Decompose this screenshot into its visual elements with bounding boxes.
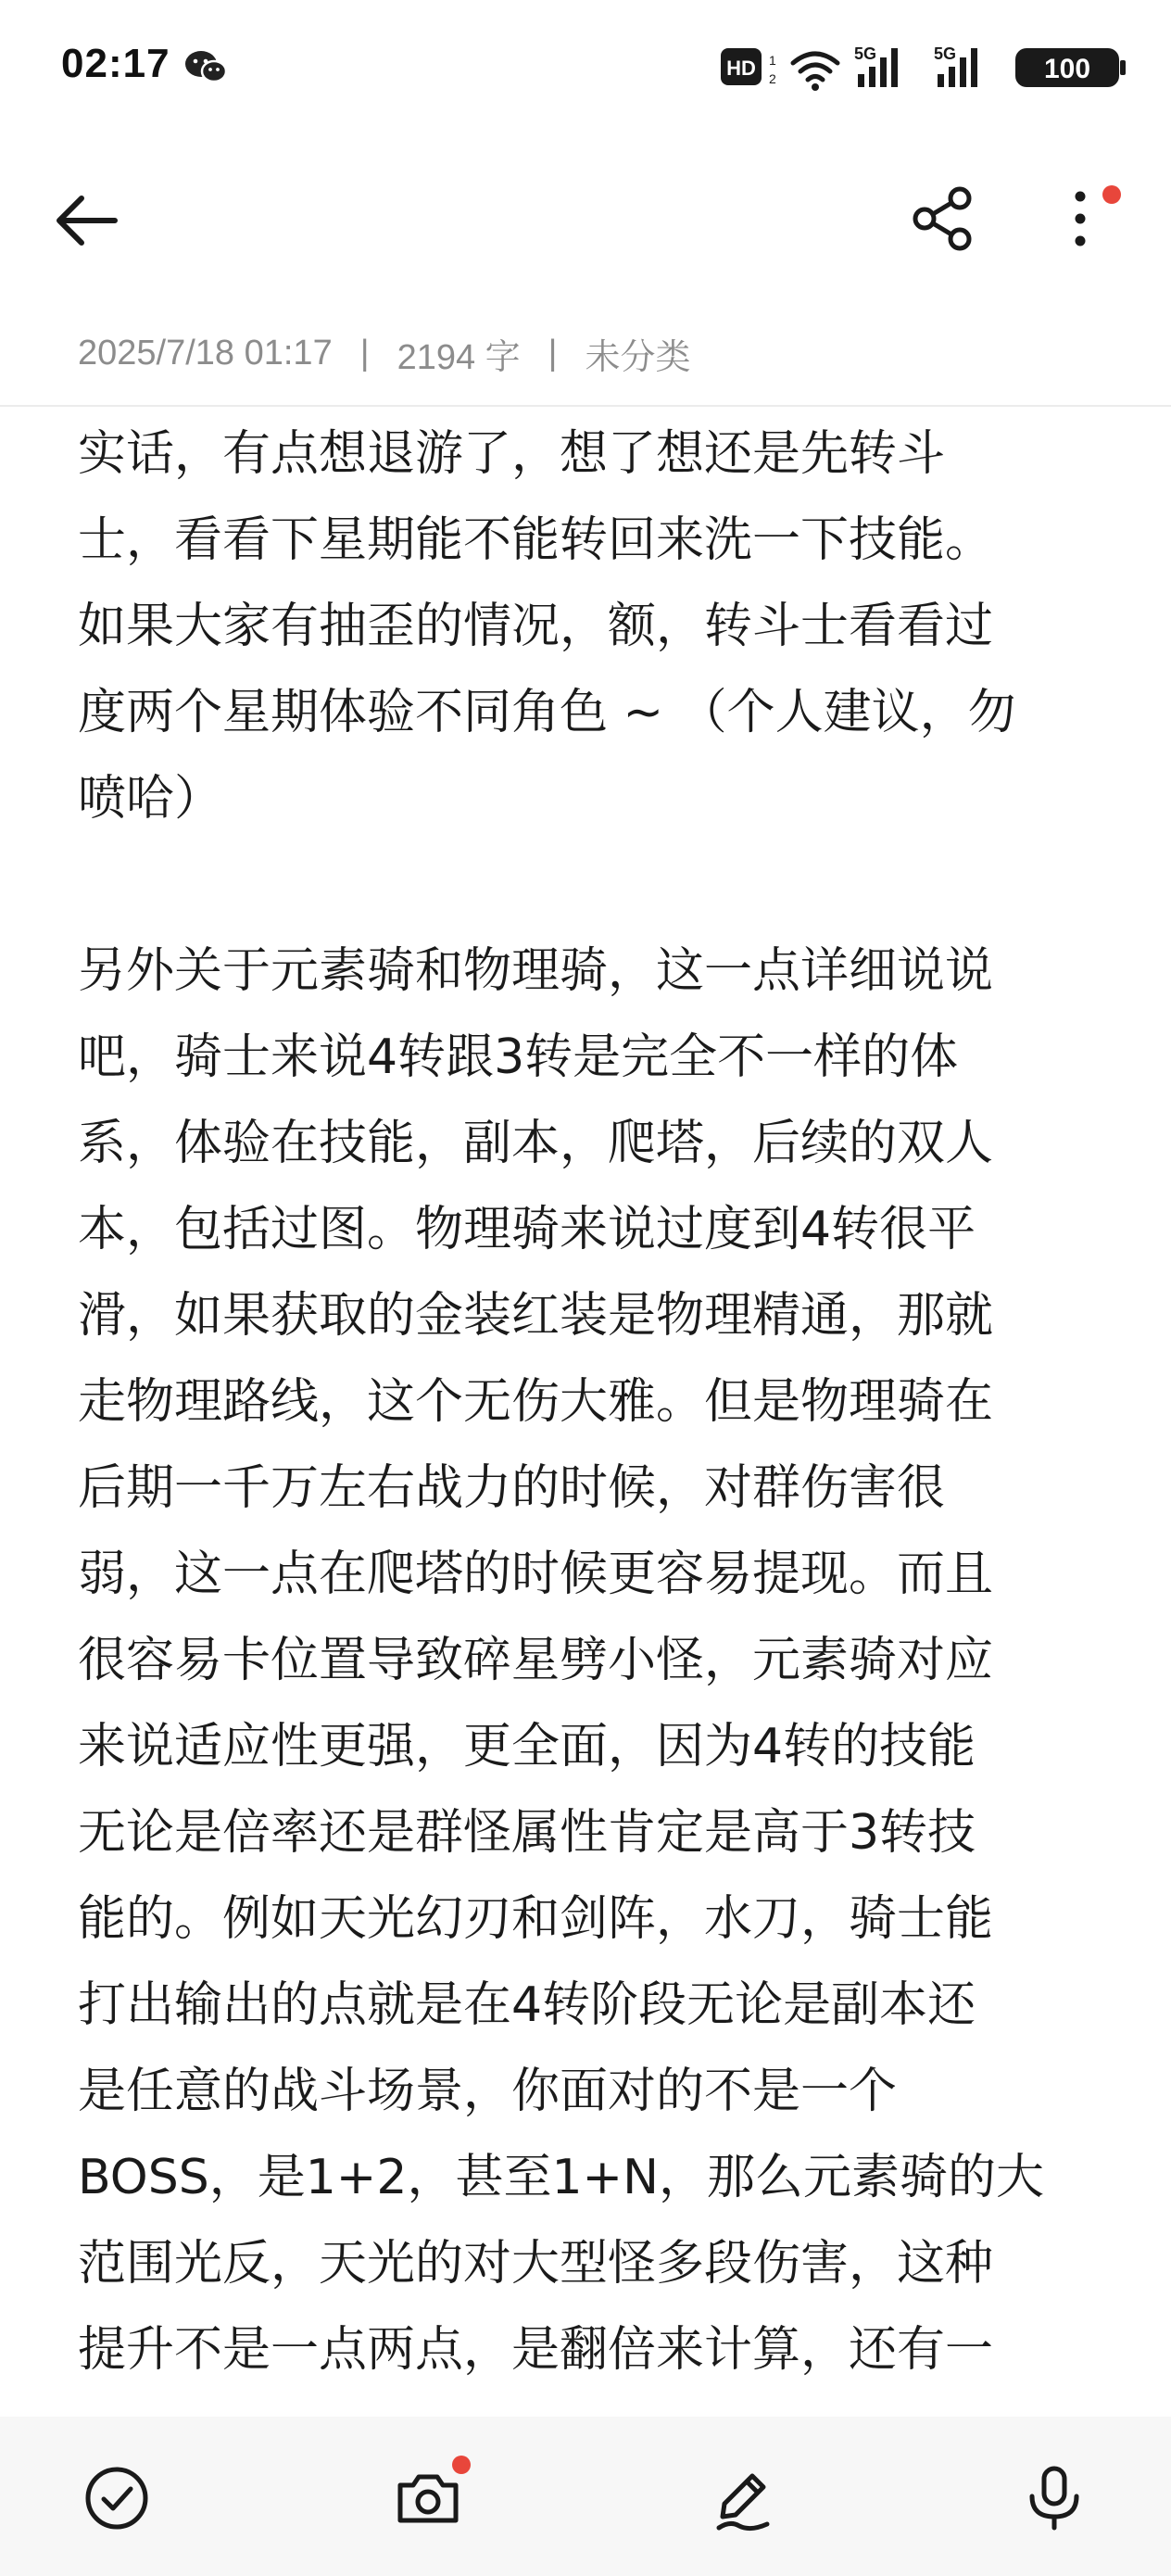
text-line: 后期一千万左右战力的时候，对群伤害很 [78,1460,946,1516]
check-circle-icon [80,2461,154,2535]
bottom-toolbar [0,2417,1171,2576]
wifi-icon [793,54,837,91]
text-line: 范围光反，天光的对大型怪多段伤害，这种 [78,2236,994,2292]
text-line: 系，体验在技能，副本，爬塔，后续的双人 [78,1116,994,1171]
text-line: BOSS，是1+2，甚至1+N，那么元素骑的大 [78,2150,1044,2205]
text-line: 来说适应性更强，更全面，因为4转的技能 [78,1719,976,1774]
notification-dot [1102,185,1121,204]
paragraph-1 [78,411,1106,842]
share-icon [904,180,982,258]
signal-5g-icon-2 [934,44,977,87]
meta-separator: | [548,334,558,373]
voice-input-button[interactable] [1017,2461,1091,2535]
top-nav [0,167,1171,269]
text-line: 提升不是一点两点，是翻倍来计算，还有一 [78,2322,994,2378]
text-line: 很容易卡位置导致碎星劈小怪，元素骑对应 [78,1633,994,1688]
battery-level: 100 [1043,54,1091,84]
text-line: 弱，这一点在爬塔的时候更容易提现。而且 [78,1547,994,1602]
text-line: 是任意的战斗场景，你面对的不是一个 [78,2064,898,2119]
paragraph-2 [78,928,1106,2393]
back-arrow-icon [48,189,137,252]
back-button[interactable] [48,189,137,252]
note-content[interactable] [78,411,1106,2413]
battery-icon [1015,48,1126,87]
text-line: 实话，有点想退游了，想了想还是先转斗 [78,426,946,482]
svg-text:1: 1 [769,53,776,68]
signal-5g-icon-1 [854,44,898,87]
text-line: 打出输出的点就是在4转阶段无论是副本还 [78,1977,976,2033]
text-line: 无论是倍率还是群怪属性肯定是高于3转技 [78,1805,976,1861]
share-button[interactable] [904,180,982,258]
text-line: 滑，如果获取的金装红装是物理精通，那就 [78,1288,994,1344]
note-category[interactable]: 未分类 [585,338,691,377]
text-line: 如果大家有抽歪的情况，额，转斗士看看过 [78,599,994,654]
hd-icon [721,48,776,86]
meta-divider [0,405,1171,407]
signal-5g-label-1: 5G [854,44,877,63]
text-line: 走物理路线，这个无伤大雅。但是物理骑在 [78,1374,994,1430]
camera-button[interactable] [391,2461,465,2535]
draw-button[interactable] [706,2461,780,2535]
note-word-count: 2194 字 [397,338,521,377]
paragraph-gap [78,842,1106,928]
status-time: 02:17 [61,41,170,86]
pen-icon [706,2461,780,2535]
signal-5g-label-2: 5G [934,44,957,63]
hd-label: HD [726,57,756,80]
wechat-icon [183,48,228,85]
checklist-button[interactable] [80,2461,154,2535]
status-bar [0,0,1171,139]
text-line: 另外关于元素骑和物理骑，这一点详细说说 [78,943,994,999]
more-options-button[interactable] [1045,180,1115,258]
note-date: 2025/7/18 01:17 [78,334,333,373]
svg-text:2: 2 [769,71,776,86]
text-line: 吧，骑士来说4转跟3转是完全不一样的体 [78,1029,959,1085]
text-line: 喷哈） [78,771,223,827]
microphone-icon [1017,2461,1091,2535]
text-line: 能的。例如天光幻刃和剑阵，水刀，骑士能 [78,1891,994,1947]
camera-notification-dot [452,2456,471,2474]
meta-separator: | [359,334,370,373]
text-line: 度两个星期体验不同角色 ~ （个人建议，勿 [78,685,1016,740]
note-meta [78,328,691,379]
text-line: 士，看看下星期能不能转回来洗一下技能。 [78,512,994,568]
camera-icon [391,2461,465,2535]
status-indicators [721,43,1128,95]
text-line: 本，包括过图。物理骑来说过度到4转很平 [78,1202,976,1257]
